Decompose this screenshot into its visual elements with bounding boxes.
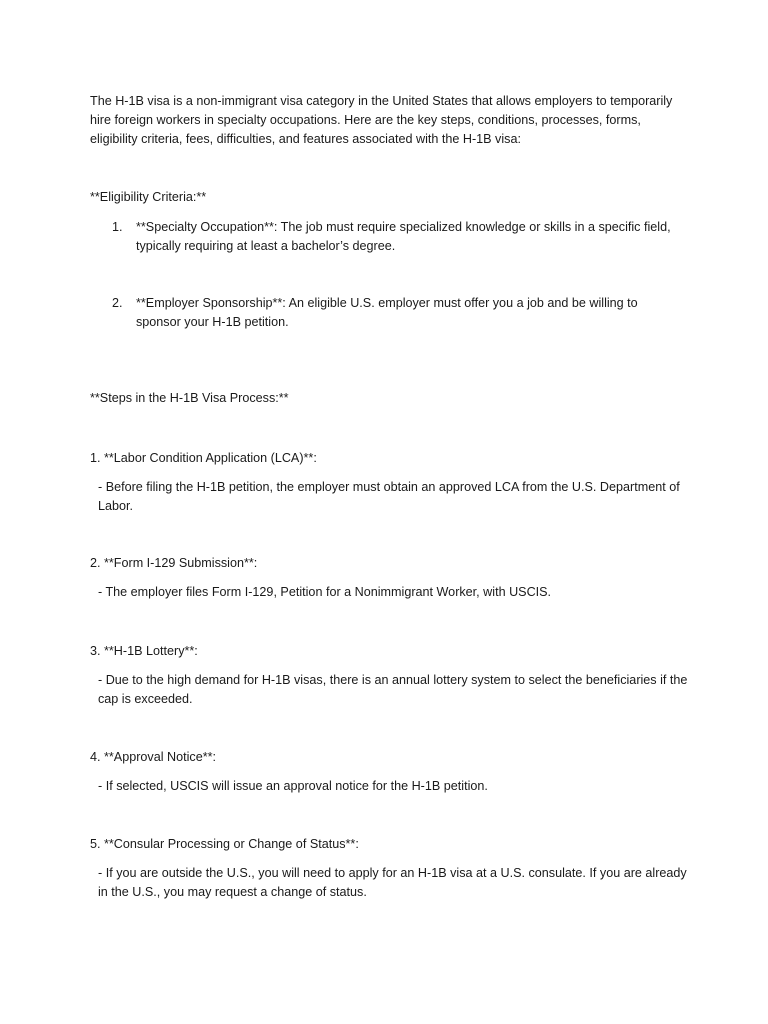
- steps-heading: **Steps in the H-1B Visa Process:**: [90, 391, 289, 405]
- eligibility-heading: **Eligibility Criteria:**: [90, 190, 207, 204]
- step-detail: - The employer files Form I-129, Petition for a Nonimmigrant Worker, with USCIS.: [98, 585, 552, 599]
- step-title: 5. **Consular Processing or Change of Status**:: [90, 837, 359, 851]
- eligibility-item-number: 2.: [112, 296, 123, 310]
- eligibility-item-text: **Employer Sponsorship**: An eligible U.S. employer must offer you a job and be willing to sponsor your H-1B petition.: [136, 296, 638, 329]
- eligibility-item: [112, 218, 682, 256]
- step-detail: - Due to the high demand for H-1B visas, there is an annual lottery system to select the beneficiaries if the cap is exceeded.: [98, 673, 688, 706]
- step-title: 1. **Labor Condition Application (LCA)**:: [90, 451, 317, 465]
- step-detail: - Before filing the H-1B petition, the employer must obtain an approved LCA from the U.S. Department of Labor.: [98, 480, 680, 513]
- step-title: 4. **Approval Notice**:: [90, 750, 217, 764]
- eligibility-item-text: **Specialty Occupation**: The job must require specialized knowledge or skills in a specific field, typically requiring at least a bachelor’s degree.: [136, 220, 671, 253]
- step-title: 2. **Form I-129 Submission**:: [90, 556, 258, 570]
- eligibility-item-number: 1.: [112, 220, 123, 234]
- step-title: 3. **H-1B Lottery**:: [90, 644, 198, 658]
- eligibility-item: [112, 294, 682, 332]
- step-detail: - If you are outside the U.S., you will need to apply for an H-1B visa at a U.S. consulate. If you are already in the U.S., you may request a change of status.: [98, 866, 687, 899]
- intro-paragraph: The H-1B visa is a non-immigrant visa category in the United States that allows employers to temporarily hire foreign workers in specialty occupations. Here are the key steps, conditions, processes, forms, eligibility criteria, fees, difficulties, and features associated with the H-1B visa:: [90, 94, 673, 146]
- step-detail: - If selected, USCIS will issue an approval notice for the H-1B petition.: [98, 779, 488, 793]
